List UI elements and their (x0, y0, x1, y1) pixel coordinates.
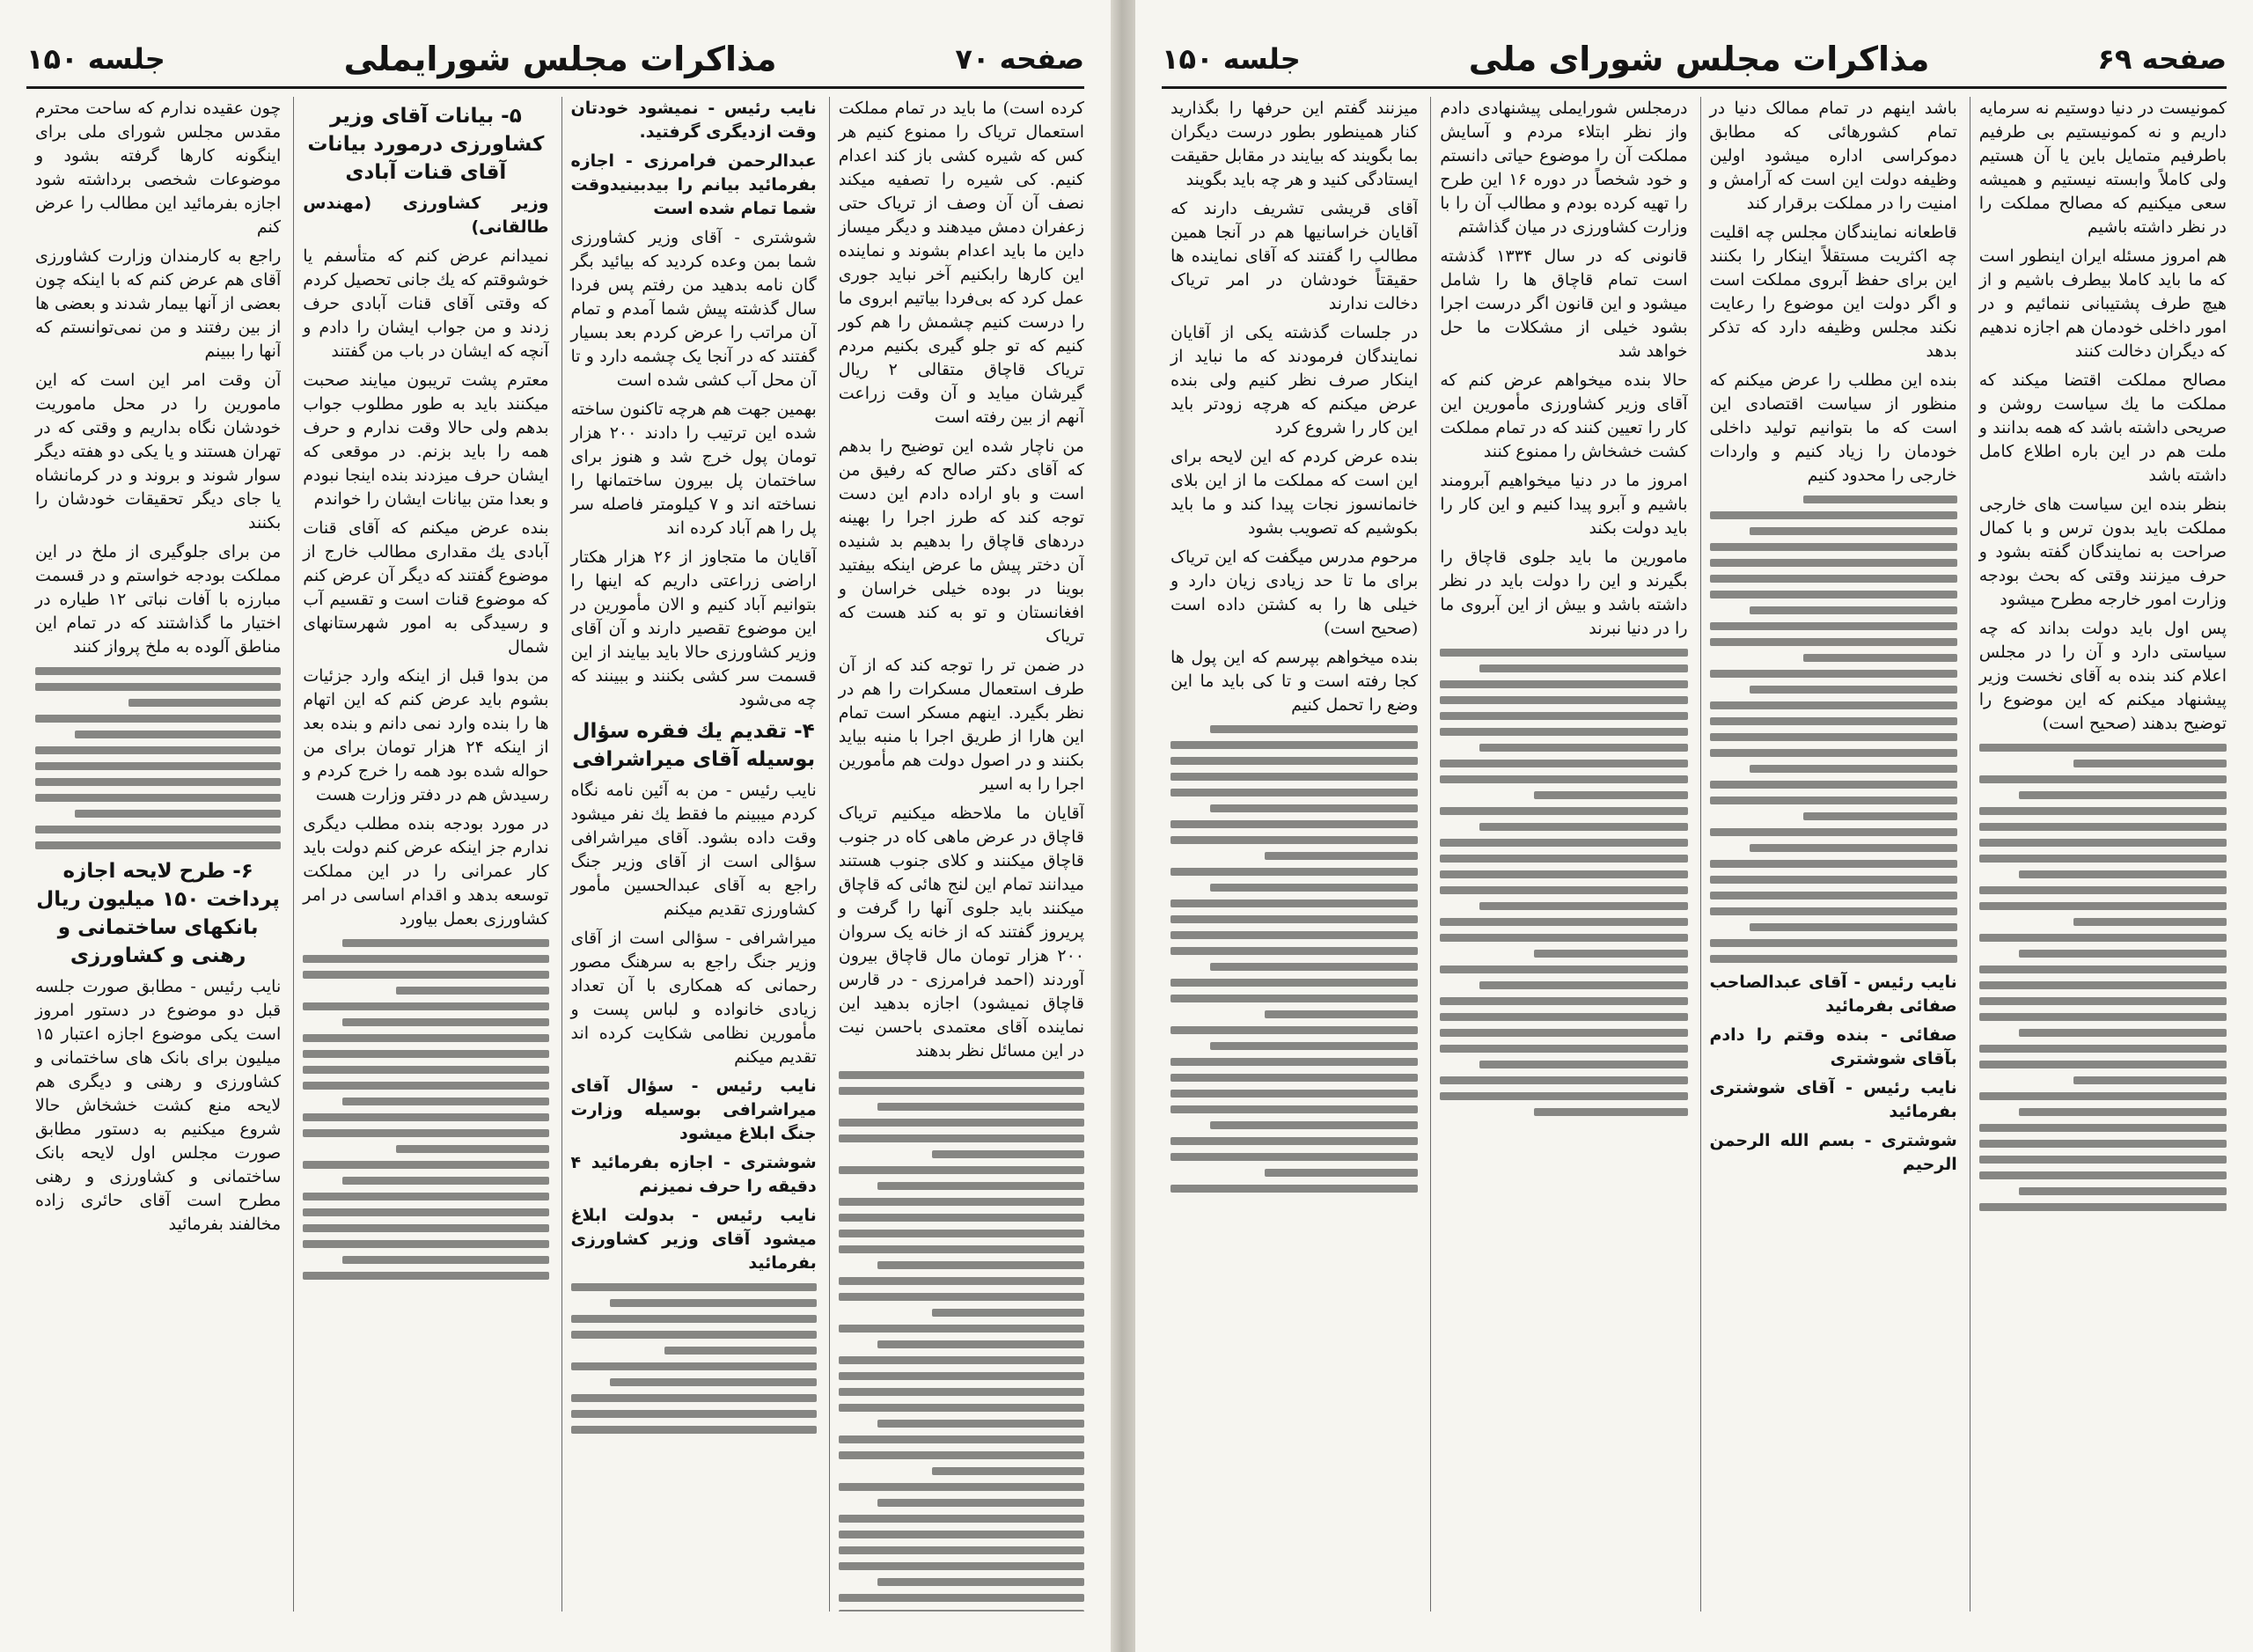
paragraph: معترم پشت تریبون میایند صحبت میکنند باید به طور مطلوب جواب بدهم ولی حالا وقت ندارم و حرف همه را باید بزنم. در موقعی که ایشان حرف میزدند بنده اینجا نبودم و بعدا متن بیانات ایشان را خواندم (303, 371, 549, 509)
illegible-text-line (1803, 812, 1956, 820)
illegible-text-line (877, 1103, 1084, 1111)
illegible-text-line (1171, 741, 1418, 749)
paragraph: کمونیست در دنیا دوستیم نه سرمایه داریم و نه کمونیستیم بی طرفیم باطرفیم متمایل باین یا آن هستیم ولی کاملاً وابسته نیستیم و همیشه سعی میکنیم که مصالح مملکت را در نظر داشته باشیم (1978, 99, 2227, 237)
speaker-line: صفائی - بنده وقتم را دادم بآقای شوشتری (1709, 1025, 1957, 1068)
illegible-text-line (1979, 823, 2227, 831)
illegible-text-line (1440, 855, 1687, 863)
paragraph: مرحوم مدرس میگفت که این تریاک برای ما تا حد زیادی زیان دارد و خیلی ها را به کشتن داده است (صحیح است) (1171, 547, 1419, 638)
illegible-text-line (1210, 884, 1418, 892)
illegible-text-line (1171, 1074, 1418, 1082)
illegible-text-line (35, 841, 281, 849)
illegible-text-line (932, 1150, 1084, 1158)
illegible-text-line (1440, 886, 1687, 894)
paragraph: مصالح مملکت اقتضا میکند که مملکت ما یك سیاست روشن و صریحی داشته باشد که همه بدانند و ملت هم در این باره اطلاع کامل داشته باشد (1978, 371, 2227, 485)
illegible-text-line (877, 1340, 1084, 1348)
page-number: صفحه ۶۹ (2097, 42, 2227, 76)
illegible-text-line (35, 794, 281, 802)
illegible-text-line (839, 1293, 1084, 1301)
illegible-text-line (839, 1325, 1084, 1333)
illegible-text-line (1979, 886, 2227, 894)
illegible-text-line (303, 1161, 548, 1169)
illegible-text-line (1979, 1061, 2227, 1068)
illegible-text-line (1440, 1045, 1687, 1053)
illegible-text-line (1171, 915, 1418, 923)
paragraph: چون عقیده ندارم که ساحت محترم مقدس مجلس شورای ملی برای اینگونه کارها گرفته بشود و موضوعات شخصی برداشته شود اجازه بفرمائید این مطالب را عرض کنم (35, 99, 282, 237)
illegible-text-line (877, 1499, 1084, 1507)
illegible-text-line (396, 1145, 548, 1153)
paragraph: نایب رئیس - من به آئین نامه نگاه کردم میبینم ما فقط یك نفر میشود وقت داده بشود. آقای میراشرافی سؤالی است از آقای وزیر جنگ راجع به آقای عبدالحسین مأمور کشاورزی تقدیم میکنم (570, 781, 817, 919)
illegible-text-line (610, 1299, 817, 1307)
text-fill-area (35, 667, 281, 849)
illegible-text-line (1979, 966, 2227, 973)
paragraph: آقایان ما متجاوز از ۲۶ هزار هکتار اراضی زراعتی داریم که اینها را بتوانیم آباد کنیم و الان مأمورین در این موضوع تقصیر دارند و آن آقای وزیر کشاورزی حالا باید بیایند از این قسمت سر کشی بکنند و ببینند که چه می‌شود (570, 547, 817, 709)
illegible-text-line (571, 1331, 817, 1339)
text-fill-area (1171, 725, 1418, 1193)
illegible-text-line (342, 1177, 549, 1185)
illegible-text-line (303, 1224, 548, 1232)
text-column (561, 97, 817, 1612)
illegible-text-line (839, 1515, 1084, 1523)
illegible-text-line (571, 1410, 817, 1418)
illegible-text-line (877, 1578, 1084, 1586)
text-fill-area (839, 1071, 1084, 1612)
illegible-text-line (839, 1245, 1084, 1253)
speaker-line: وزیر کشاورزی (مهندس طالقانی) (303, 194, 549, 237)
illegible-text-line (1440, 775, 1687, 783)
paragraph: راجع به کارمندان وزارت کشاورزی آقای هم عرض کنم که با اینکه چون بعضی از آنها بیمار شدند و بعضی ها از بین رفتند و من نمی‌توانستم که آنها را ببینم (35, 246, 282, 361)
illegible-text-line (1979, 775, 2227, 783)
illegible-text-line (1710, 543, 1957, 551)
illegible-text-line (1171, 836, 1418, 844)
illegible-text-line (1440, 934, 1687, 942)
paragraph: بنده میخواهم بپرسم که این پول ها کجا رفته است و تا کی باید ما این وضع را تحمل کنیم (1171, 648, 1419, 715)
illegible-text-line (128, 699, 281, 707)
illegible-text-line (571, 1315, 817, 1323)
illegible-text-line (1710, 860, 1957, 868)
illegible-text-line (1710, 749, 1957, 757)
text-column (293, 97, 548, 1612)
illegible-text-line (571, 1362, 817, 1370)
illegible-text-line (1265, 1169, 1418, 1177)
paragraph: در جلسات گذشته یکی از آقایان نمایندگان فرمودند که ما نباید از اینکار صرف نظر کنیم ولی بنده عرض میکنم که هرچه زودتر باید این کار را شروع کرد (1171, 323, 1419, 437)
paragraph: من بدوا قبل از اینکه وارد جزئیات بشوم باید عرض کنم که این اتهام ها را بنده وارد نمی دانم و بنده بعد از اینکه ۲۴ هزار تومان برای من حواله شده بود همه را خرج کردم و رسیدش هم در دفتر وزارت هست (303, 666, 549, 804)
illegible-text-line (1171, 995, 1418, 1002)
illegible-text-line (1710, 907, 1957, 915)
text-column (1162, 97, 1418, 1612)
illegible-text-line (839, 1404, 1084, 1412)
illegible-text-line (1710, 939, 1957, 947)
right-page-header (1162, 32, 2227, 89)
paragraph: مامورین ما باید جلوی قاچاق را بگیرند و این را دولت باید در نظر داشته باشد و بیش از این آبروی ما را در دنیا نبرند (1440, 547, 1688, 638)
illegible-text-line (1440, 1092, 1687, 1100)
illegible-text-line (1440, 1029, 1687, 1037)
illegible-text-line (839, 1277, 1084, 1285)
page-title: مذاکرات مجلس شورای ملی (1468, 40, 1930, 78)
illegible-text-line (1710, 797, 1957, 804)
text-column (1430, 97, 1687, 1612)
right-page (1135, 0, 2253, 1652)
paragraph: من برای جلوگیری از ملخ در این مملکت بودجه خواستم و در قسمت مبارزه با آفات نباتی ۱۲ طیاره در اختیار ما گذاشتند که در تمام این مناطق آلوده به ملخ پرواز کنند (35, 542, 282, 657)
illegible-text-line (1265, 1010, 1418, 1018)
illegible-text-line (1210, 1042, 1418, 1050)
illegible-text-line (1171, 899, 1418, 907)
illegible-text-line (1440, 918, 1687, 926)
illegible-text-line (35, 683, 281, 691)
illegible-text-line (1479, 1061, 1687, 1068)
illegible-text-line (1479, 902, 1687, 910)
illegible-text-line (839, 1087, 1084, 1095)
illegible-text-line (303, 1208, 548, 1216)
illegible-text-line (2019, 950, 2227, 958)
illegible-text-line (1710, 701, 1957, 709)
session-number: جلسه ۱۵۰ (1162, 42, 1301, 76)
illegible-text-line (1979, 1203, 2227, 1211)
illegible-text-line (839, 1166, 1084, 1174)
paragraph: میراشرافی - سؤالی است از آقای وزیر جنگ راجع به سرهنگ مصور رحمانی که همکاری با آن تعداد زیادی خانواده و لباس پست و مأمورین نظامی شکایت کرده اند تقدیم میکنم (570, 929, 817, 1067)
paragraph: بنده این مطلب را عرض میکنم که منظور از سیاست اقتصادی این است که ما بتوانیم تولید داخلی خودمان را زیاد کنیم و واردات خارجی را محدود کنیم (1709, 371, 1957, 485)
illegible-text-line (35, 762, 281, 770)
illegible-text-line (1979, 1156, 2227, 1164)
illegible-text-line (1171, 789, 1418, 797)
illegible-text-line (1710, 670, 1957, 678)
illegible-text-line (1210, 804, 1418, 812)
illegible-text-line (1440, 728, 1687, 736)
illegible-text-line (1979, 855, 2227, 863)
illegible-text-line (303, 1082, 548, 1090)
illegible-text-line (2019, 1187, 2227, 1195)
illegible-text-line (1171, 1137, 1418, 1145)
illegible-text-line (1210, 963, 1418, 971)
illegible-text-line (1440, 696, 1687, 704)
paragraph: میزنند گفتم این حرفها را بگذارید کنار همینطور بطور درست دیگران بما بگویند که بیایند در مقابل حقیقت ایستادگی کنید و هر چه باید بگویند (1171, 99, 1419, 189)
illegible-text-line (1710, 733, 1957, 741)
speaker-line: نایب رئیس - آقای عبدالصاحب صفائی بفرمائید (1709, 973, 1957, 1016)
text-fill-area (303, 939, 548, 1280)
illegible-text-line (1979, 839, 2227, 847)
paragraph: پس اول باید دولت بداند که چه سیاستی دارد و آن را در مجلس اعلام کند بنده به آقای نخست وزیر پیشنهاد میکنم که این موضوع را توضیح بدهند (صحیح است) (1978, 619, 2227, 733)
paragraph: درمجلس شورایملی پیشنهادی دادم واز نظر ابتلاء مردم و آسایش مملکت آن را موضوع حیاتی دانستم و خود شخصاً در دوره ۱۶ این طرح را تهیه کرده بودم و مطالب آن را با وزارت کشاورزی در میان گذاشتم (1440, 99, 1688, 237)
illegible-text-line (839, 1451, 1084, 1459)
illegible-text-line (1171, 1105, 1418, 1113)
illegible-text-line (839, 1230, 1084, 1237)
right-page-columns (1162, 97, 2227, 1612)
paragraph: شوشتری - آقای وزیر کشاورزی شما بمن وعده کردید که بیائید بگر گان نامه بدهید من رفتم پس فردا سال گذشته پیش شما آمدم و تمام آن مراتب را عرض کردم بعد بسیار گفتند که در آنجا یک چشمه دارد و تا آن محل آب کشی شده است (570, 228, 817, 390)
illegible-text-line (1979, 1013, 2227, 1021)
illegible-text-line (1479, 664, 1687, 672)
illegible-text-line (303, 1272, 548, 1280)
text-fill-area (1710, 496, 1957, 963)
page-gutter (1111, 0, 1135, 1652)
illegible-text-line (1710, 638, 1957, 646)
illegible-text-line (1710, 781, 1957, 789)
speaker-line: عبدالرحمن فرامرزی - اجازه بفرمائید بیانم را بیدبینیدوقت شما تمام شده است (570, 151, 817, 218)
paragraph: بهمین جهت هم هرچه تاکنون ساخته شده این ترتیب را دادند ۲۰۰ هزار تومان پول خرج شد و هنوز برای ساختمان پل بیرون ساختمانها را نساخته اند و ۷ کیلومتر فاصله سر پل را هم آباد کرده اند (570, 400, 817, 538)
illegible-text-line (1710, 575, 1957, 583)
illegible-text-line (932, 1467, 1084, 1475)
illegible-text-line (2073, 918, 2227, 926)
illegible-text-line (839, 1071, 1084, 1079)
illegible-text-line (1710, 828, 1957, 836)
illegible-text-line (2019, 870, 2227, 878)
illegible-text-line (342, 1018, 549, 1026)
speaker-line: شوشتری - بسم الله الرحمن الرحیم (1709, 1131, 1957, 1174)
illegible-text-line (1979, 1171, 2227, 1179)
illegible-text-line (75, 731, 282, 738)
illegible-text-line (1440, 680, 1687, 688)
illegible-text-line (35, 778, 281, 786)
illegible-text-line (1979, 1124, 2227, 1132)
illegible-text-line (35, 746, 281, 754)
left-page (0, 0, 1111, 1652)
illegible-text-line (1710, 876, 1957, 884)
illegible-text-line (1171, 773, 1418, 781)
illegible-text-line (1710, 511, 1957, 519)
text-column (829, 97, 1084, 1612)
illegible-text-line (1171, 820, 1418, 828)
illegible-text-line (839, 1372, 1084, 1380)
illegible-text-line (839, 1546, 1084, 1554)
paragraph: هم امروز مسئله ایران اینطور است که ما باید کاملا بیطرف باشیم و از هیچ طرف پشتیبانی ننمائیم و در امور داخلی خودمان هم اجازه ندهیم که دیگران دخالت کنند (1978, 246, 2227, 361)
illegible-text-line (2073, 760, 2227, 767)
page-title: مذاکرات مجلس شورایملی (343, 40, 777, 78)
illegible-text-line (1171, 979, 1418, 987)
illegible-text-line (303, 1050, 548, 1058)
illegible-text-line (303, 1113, 548, 1121)
illegible-text-line (1750, 527, 1957, 535)
illegible-text-line (839, 1435, 1084, 1443)
illegible-text-line (1171, 1026, 1418, 1034)
illegible-text-line (303, 1129, 548, 1137)
illegible-text-line (1750, 844, 1957, 852)
illegible-text-line (839, 1562, 1084, 1570)
text-column (1970, 97, 2227, 1612)
illegible-text-line (1750, 765, 1957, 773)
illegible-text-line (1440, 997, 1687, 1005)
paragraph: حالا بنده میخواهم عرض کنم که آقای وزیر کشاورزی مأمورین این کار را تعیین کنند که در تمام مملکت کشت خشخاش را ممنوع کنند (1440, 371, 1688, 461)
illegible-text-line (571, 1283, 817, 1291)
illegible-text-line (1171, 868, 1418, 876)
illegible-text-line (1440, 712, 1687, 720)
illegible-text-line (1210, 725, 1418, 733)
section-heading: ۵- بیانات آقای وزیر کشاورزی درمورد بیانات آقای قنات آبادی (307, 105, 545, 184)
illegible-text-line (342, 1256, 549, 1264)
illegible-text-line (396, 987, 548, 995)
illegible-text-line (1979, 807, 2227, 815)
illegible-text-line (571, 1426, 817, 1434)
paragraph: قانونی که در سال ۱۳۳۴ گذشته است تمام قاچاق ها را شامل میشود و این قانون اگر درست اجرا بشود خیلی از مشکلات ما حل خواهد شد (1440, 246, 1688, 361)
speaker-line: نایب رئیس - بدولت ابلاغ میشود آقای وزیر کشاورزی بفرمائید (570, 1206, 817, 1273)
paragraph: بنظر بنده این سیاست های خارجی مملکت باید بدون ترس و با کمال صراحت به نمایندگان گفته بشود و حرف میزنند وقتی که بحث بودجه وزارت امور خارجه مطرح میشود (1978, 495, 2227, 609)
illegible-text-line (1479, 981, 1687, 989)
illegible-text-line (1710, 559, 1957, 567)
paragraph: در ضمن تر را توجه کند که از آن طرف استعمال مسکرات را هم در نظر بگیرد. اینهم مسکر است تمام این هارا از طریق اجرا با منبه بیاید بکنند و در اصول دولت هم مأمورین اجرا را به اسیر (838, 656, 1084, 794)
illegible-text-line (839, 1594, 1084, 1602)
illegible-text-line (1479, 823, 1687, 831)
paragraph: امروز ما در دنیا میخواهیم آبرومند باشیم و آبرو پیدا کنیم و این کار را باید دولت بکند (1440, 471, 1688, 538)
paragraph: نایب رئیس - مطابق صورت جلسه قبل دو موضوع در دستور امروز است یکی موضوع اجازه اعتبار ۱۵ میلیون برای بانک های ساختمانی و کشاورزی و رهنی و دیگری هم لایحه منع کشت خشخاش حالا شروع میکنیم به دستور مطابق صورت مجلس اول لایحه بانک ساختمانی و کشاورزی و رهنی مطرح است آقای حائری زاده مخالفند بفرمائید (35, 977, 282, 1234)
page-number: صفحه ۷۰ (955, 42, 1084, 76)
illegible-text-line (839, 1483, 1084, 1491)
illegible-text-line (75, 810, 282, 818)
illegible-text-line (35, 667, 281, 675)
illegible-text-line (877, 1420, 1084, 1428)
illegible-text-line (1710, 892, 1957, 899)
paragraph: بنده عرض میکنم که آقای قنات آبادی یك مقداری مطالب خارج از موضوع گفتند که دیگر آن عرض کنم که موضوع قنات است و تقسیم آب و رسیدگی به امور شهرستانهای شمال (303, 518, 549, 657)
illegible-text-line (1803, 654, 1956, 662)
illegible-text-line (877, 1182, 1084, 1190)
illegible-text-line (1210, 1121, 1418, 1129)
paragraph: باشد اینهم در تمام ممالک دنیا در تمام کشورهائی که مطابق دموکراسی اداره میشود اولین وظیفه دولت این است که آرامش و امنیت را در مملکت برقرار کند (1709, 99, 1957, 213)
illegible-text-line (1440, 649, 1687, 657)
illegible-text-line (1440, 760, 1687, 767)
illegible-text-line (1979, 981, 2227, 989)
illegible-text-line (839, 1198, 1084, 1206)
illegible-text-line (2073, 1076, 2227, 1084)
speaker-line: شوشتری - اجازه بفرمائید ۴ دقیقه را حرف نمیزنم (570, 1153, 817, 1196)
text-fill-area (1440, 649, 1687, 1116)
illegible-text-line (1979, 1140, 2227, 1148)
illegible-text-line (1750, 686, 1957, 694)
left-page-columns (26, 97, 1084, 1612)
illegible-text-line (1171, 947, 1418, 955)
illegible-text-line (303, 955, 548, 963)
text-column (26, 97, 281, 1612)
illegible-text-line (1440, 839, 1687, 847)
paragraph: در مورد بودجه بنده مطلب دیگری ندارم جز اینکه عرض کنم دولت باید کار عمرانی را در این مملکت توسعه بدهد و اقدام اساسی در امر کشاورزی بعمل بیاورد (303, 814, 549, 929)
illegible-text-line (1710, 955, 1957, 963)
illegible-text-line (342, 939, 549, 947)
illegible-text-line (1979, 1092, 2227, 1100)
illegible-text-line (1710, 717, 1957, 725)
illegible-text-line (839, 1610, 1084, 1612)
illegible-text-line (1440, 966, 1687, 973)
illegible-text-line (2019, 791, 2227, 799)
illegible-text-line (1534, 950, 1687, 958)
illegible-text-line (1440, 1076, 1687, 1084)
illegible-text-line (303, 1066, 548, 1074)
illegible-text-line (303, 1193, 548, 1200)
session-number: جلسه ۱۵۰ (26, 42, 165, 76)
illegible-text-line (1979, 997, 2227, 1005)
illegible-text-line (1171, 931, 1418, 939)
speaker-line: نایب رئیس - سؤال آقای میراشرافی بوسیله وزارت جنگ ابلاغ میشود (570, 1076, 817, 1143)
illegible-text-line (610, 1378, 817, 1386)
illegible-text-line (1979, 902, 2227, 910)
illegible-text-line (839, 1214, 1084, 1222)
speaker-line: نایب رئیس - آقای شوشتری بفرمائید (1709, 1078, 1957, 1121)
text-fill-area (1979, 744, 2227, 1211)
illegible-text-line (303, 1002, 548, 1010)
illegible-text-line (1710, 622, 1957, 630)
text-column (1700, 97, 1957, 1612)
paragraph: کرده است) ما باید در تمام مملکت استعمال تریاک را ممنوع کنیم هر کس که شیره کشی باز کند اعدام کنیم. کی شیره را تصفیه میکند نصف آن آن وصف از تریاک حتی زعفران دمش میدهند و دیگر میساز داین ما باید اعدام بشوند و نماینده این کارها رابکنیم آخر نباید جوری عمل کرد که بی‌فردا بیاتیم ابروی ما را درست کنیم چشمش را هم کور کنیم که تو جلو گیری بکنیم مردم تریاک قاچاق متقالی ۲ ریال گیرشان میاید و آن وقت زراعت آنهم از بین رفته است (838, 99, 1084, 427)
illegible-text-line (1534, 791, 1687, 799)
illegible-text-line (303, 1240, 548, 1248)
illegible-text-line (1479, 744, 1687, 752)
illegible-text-line (303, 971, 548, 979)
illegible-text-line (1710, 591, 1957, 598)
illegible-text-line (35, 826, 281, 833)
illegible-text-line (35, 715, 281, 723)
illegible-text-line (877, 1261, 1084, 1269)
illegible-text-line (664, 1347, 817, 1355)
illegible-text-line (2019, 1029, 2227, 1037)
text-fill-area (571, 1283, 817, 1434)
illegible-text-line (303, 1034, 548, 1042)
illegible-text-line (2019, 1108, 2227, 1116)
illegible-text-line (1171, 757, 1418, 765)
paragraph: آقای قریشی تشریف دارند که آقایان خراسانیها هم در آنجا همین مطالب را گفتند که آقای نماینده ها حقیقتاً خودشان در امر تریاک دخالت ندارند (1171, 199, 1419, 313)
illegible-text-line (1171, 1090, 1418, 1098)
illegible-text-line (1440, 870, 1687, 878)
illegible-text-line (839, 1356, 1084, 1364)
illegible-text-line (932, 1309, 1084, 1317)
section-heading: ۴- تقدیم یك فقره سؤال بوسیله آقای میراشرافی (572, 720, 816, 771)
illegible-text-line (1534, 1108, 1687, 1116)
paragraph: آقایان ما ملاحظه میکنیم تریاک قاچاق در عرض ماهی کاه در جنوب قاچاق میکنند و کلای جنوب هستند میدانند تمام این لنج هائی که قاچاق میکنند باید جلوی آنها را گرفت و پریروز گفتند که از خانه یک سروان ۲۰۰ هزار تومان مال قاچاق بیرون آوردند (احمد فرامرزی - در قارس قاچاق نمیشود) اجازه بدهید این نماینده آقای معتمدی باحسن نیت در این مسائل نظر بدهند (838, 804, 1084, 1061)
illegible-text-line (1440, 807, 1687, 815)
paragraph: من ناچار شده این توضیح را بدهم که آقای دکتر صالح که رفیق من است و باو اراده دادم این دست توجه کند که طرز اجرا را بهینه دردهای قاچاق را بدهیم بد شنیده آن دختر پیش ما عرض اینکه بیفتید بوینا در بوده خیلی خراسان و افغانستان و تو به کند هست که تریاک (838, 437, 1084, 646)
section-heading: ۶- طرح لایحه اجازه پرداخت ۱۵۰ میلیون ریال بانکهای ساختمانی و رهنی و کشاورزی (36, 860, 280, 967)
illegible-text-line (1171, 1185, 1418, 1193)
illegible-text-line (571, 1394, 817, 1402)
illegible-text-line (1265, 852, 1418, 860)
illegible-text-line (1979, 934, 2227, 942)
speaker-line: نایب رئیس - نمیشود خودتان وقت ازدیگری گرفتید. (570, 99, 817, 142)
paragraph: آن وقت امر این است که این مامورین را در محل ماموریت خودشان نگاه بداریم و وقتی که در تهران هستند و یا یکی دو هفته دیگر سوار شوند و بروند و در کرمانشاه یا جای دیگر تحقیقات خودشان را بکنند (35, 371, 282, 532)
paragraph: بنده عرض کردم که این لایحه برای این است که مملکت ما از این بلای خانمانسوز نجات پیدا کند و ما باید بکوشیم که تصویب بشود (1171, 447, 1419, 538)
illegible-text-line (1803, 496, 1956, 503)
illegible-text-line (1750, 923, 1957, 931)
illegible-text-line (839, 1134, 1084, 1142)
paragraph: نمیدانم عرض کنم که متأسفم یا خوشوقتم که یك جانی تحصیل کردم که وقتی آقای قنات آبادی حرف زدند و من جواب ایشان را دادم و آنچه که ایشان در باب من گفتند (303, 246, 549, 361)
illegible-text-line (1171, 1153, 1418, 1161)
illegible-text-line (839, 1388, 1084, 1396)
left-page-header (26, 32, 1084, 89)
illegible-text-line (839, 1531, 1084, 1538)
illegible-text-line (1171, 1058, 1418, 1066)
illegible-text-line (1440, 1013, 1687, 1021)
illegible-text-line (1979, 1045, 2227, 1053)
paragraph: قاطعانه نمایندگان مجلس چه اقلیت چه اکثریت مستقلاً اینکار را بکنند این برای حفظ آبروی مملکت است و اگر دولت این موضوع را رعایت نکند مجلس وظیفه دارد که تذکر بدهد (1709, 223, 1957, 361)
illegible-text-line (839, 1119, 1084, 1127)
illegible-text-line (1979, 744, 2227, 752)
illegible-text-line (342, 1098, 549, 1105)
illegible-text-line (1750, 606, 1957, 614)
